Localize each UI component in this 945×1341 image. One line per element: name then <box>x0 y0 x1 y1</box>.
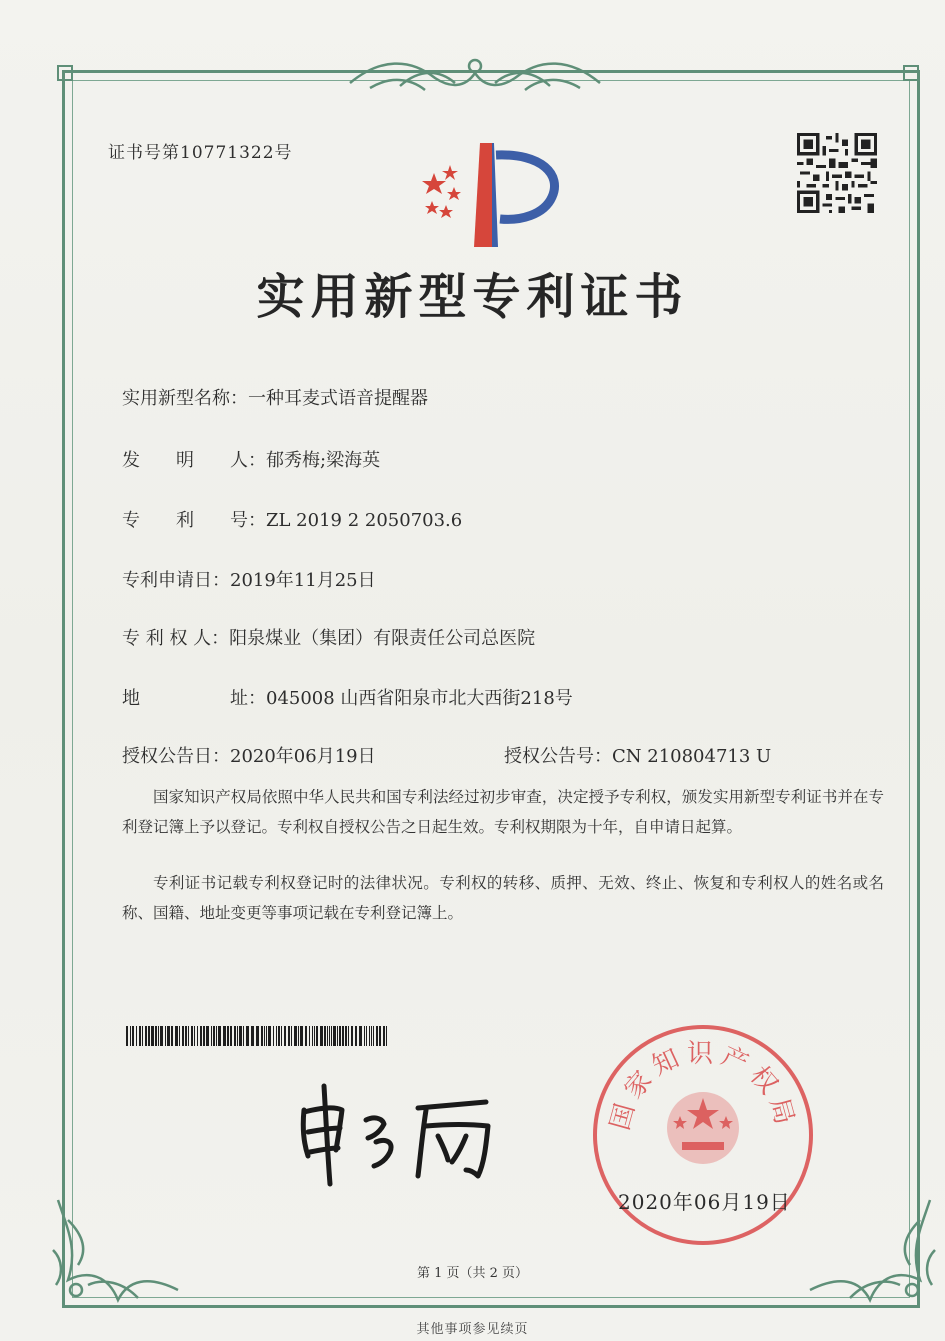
utility-name-field <box>122 384 428 410</box>
director-signature-icon <box>290 1080 510 1190</box>
inventor-field <box>122 446 380 472</box>
grant-no-field <box>504 742 771 768</box>
declaration-paragraph-1: 国家知识产权局依照中华人民共和国专利法经过初步审查，决定授予专利权，颁发实用新型专利证书并在专利登记簿上予以登记。专利权自授权公告之日起生效。专利权期限为十年，自申请日起算。 <box>122 788 884 836</box>
barcode-icon <box>126 1026 388 1046</box>
utility-name-label: 实用新型名称： <box>122 388 248 409</box>
qr-code-icon <box>797 133 877 213</box>
certificate-number: 证书号第10771322号 <box>108 143 293 163</box>
top-left-corner-icon <box>56 64 86 94</box>
footer-note: 其他事项参见续页 <box>416 1322 529 1337</box>
application-date-value: 2019年11月25日 <box>230 570 376 591</box>
seal-text: 国家知识产权局 <box>605 1038 801 1134</box>
grant-no-label: 授权公告号： <box>504 746 612 767</box>
inventor-value: 郁秀梅;梁海英 <box>266 450 381 471</box>
top-ornament-icon <box>340 48 610 98</box>
patentee-value: 阳泉煤业（集团）有限责任公司总医院 <box>229 628 536 649</box>
top-right-corner-icon <box>900 64 930 94</box>
official-seal-icon <box>588 1020 818 1250</box>
page-number: 第 1 页（共 2 页） <box>416 1266 529 1281</box>
patentee-field <box>122 624 535 650</box>
patent-no-value: ZL 2019 2 2050703.6 <box>266 510 463 531</box>
certificate-title: 实用新型专利证书 <box>256 269 689 325</box>
address-value: 045008 山西省阳泉市北大西街218号 <box>266 688 573 709</box>
declaration-paragraph-2: 专利证书记载专利权登记时的法律状况。专利权的转移、质押、无效、终止、恢复和专利权人的姓名或名称、国籍、地址变更等事项记载在专利登记簿上。 <box>122 874 884 922</box>
grant-date-label: 授权公告日： <box>122 746 230 767</box>
address-label: 地 址： <box>122 688 266 709</box>
address-field <box>122 684 573 710</box>
patent-office-logo-icon <box>412 135 572 255</box>
grant-date-value: 2020年06月19日 <box>230 746 376 767</box>
grant-date-field <box>122 742 376 768</box>
seal-date: 2020年06月19日 <box>618 1190 791 1214</box>
application-date-label: 专利申请日： <box>122 570 230 591</box>
application-date-field <box>122 566 376 592</box>
grant-no-value: CN 210804713 U <box>612 746 772 767</box>
inventor-label: 发 明 人： <box>122 450 266 471</box>
patent-no-label: 专 利 号： <box>122 510 266 531</box>
bottom-right-ornament-icon <box>800 1190 940 1320</box>
utility-name-value: 一种耳麦式语音提醒器 <box>248 388 428 409</box>
patentee-label: 专 利 权 人： <box>122 628 230 649</box>
bottom-left-ornament-icon <box>48 1190 188 1320</box>
patent-no-field <box>122 506 462 532</box>
